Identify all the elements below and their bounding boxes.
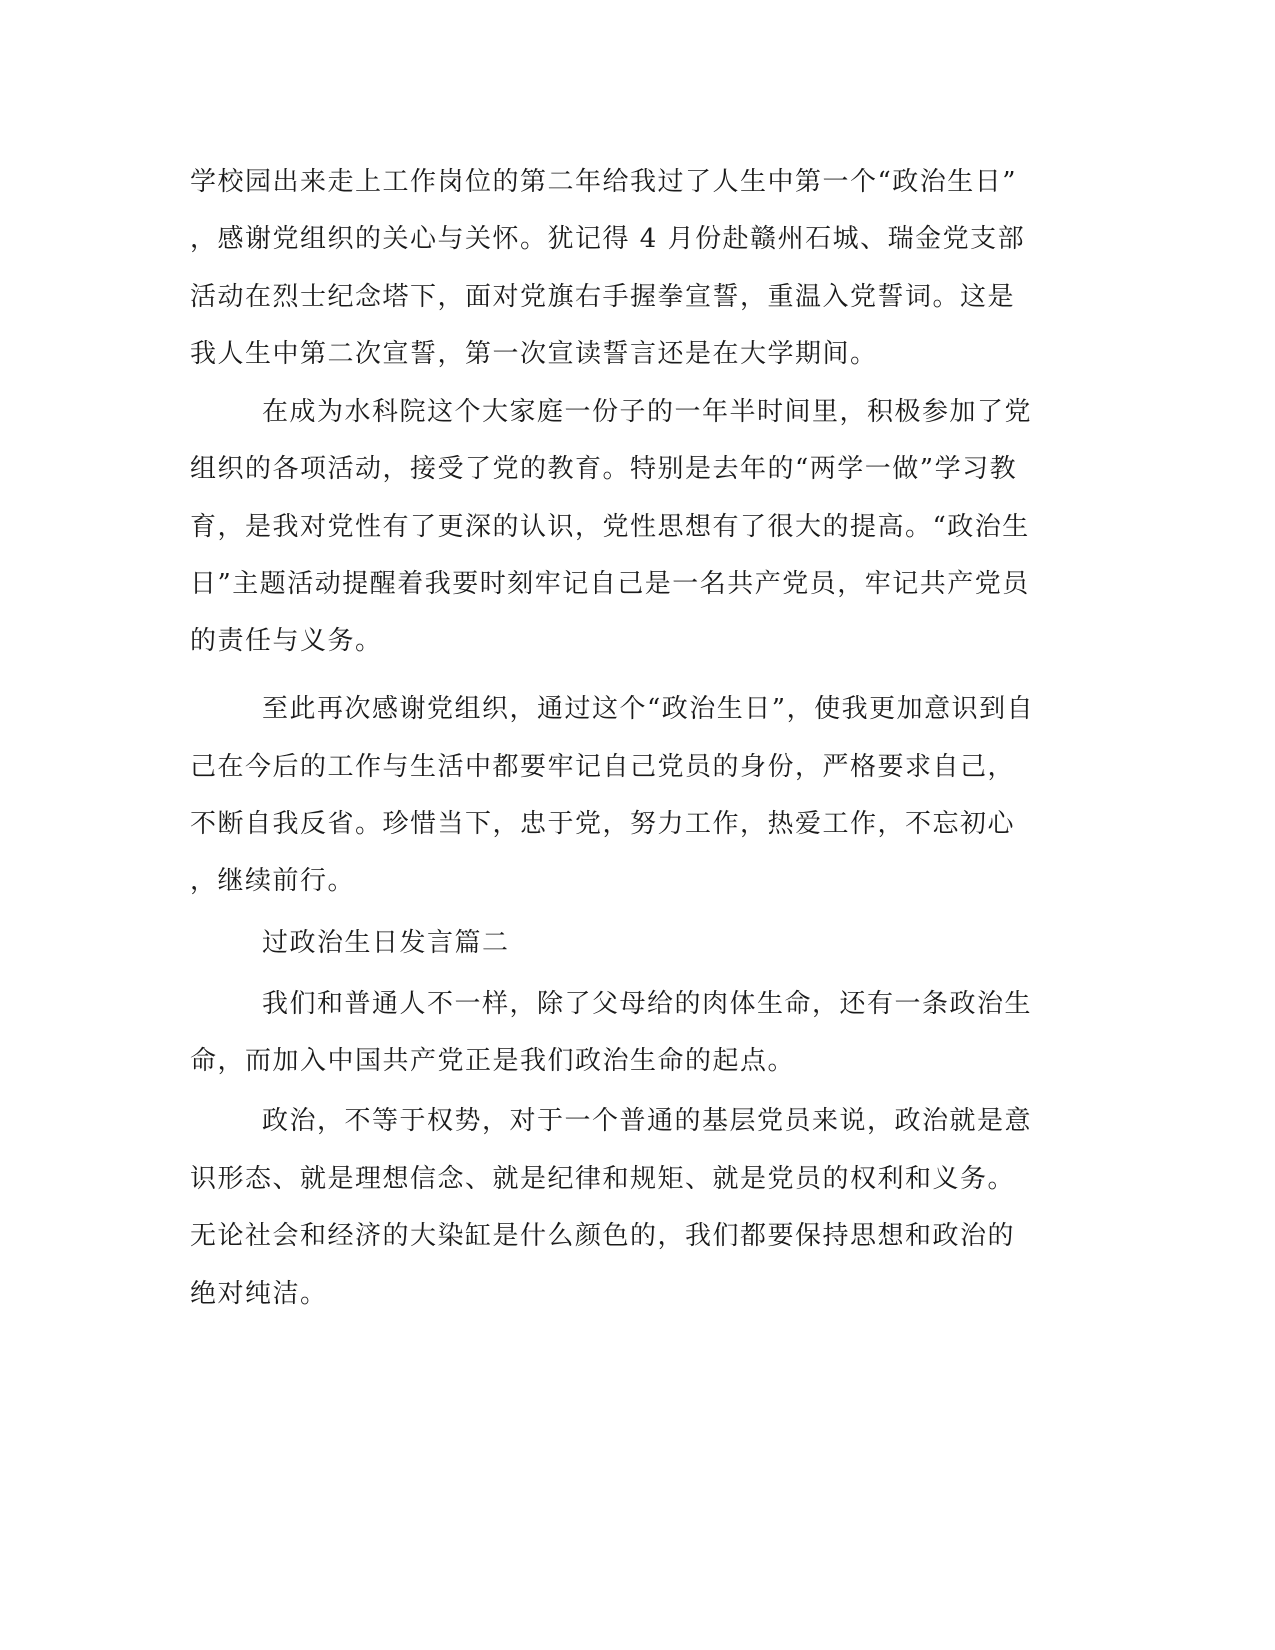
text-line: ，感谢党组织的关心与关怀。犹记得 4 月份赴赣州石城、瑞金党支部: [190, 224, 1026, 254]
text-line: 不断自我反省。珍惜当下，忠于党，努力工作，热爱工作，不忘初心: [190, 809, 1016, 839]
text-line: 绝对纯洁。: [190, 1279, 328, 1309]
text-line: 命，而加入中国共产党正是我们政治生命的起点。: [190, 1046, 796, 1076]
text-line: ，继续前行。: [190, 866, 356, 896]
text-line: 己在今后的工作与生活中都要牢记自己党员的身份，严格要求自己，: [190, 752, 1016, 782]
text-line: 识形态、就是理想信念、就是纪律和规矩、就是党员的权利和义务。: [190, 1164, 1016, 1194]
text-line: 日”主题活动提醒着我要时刻牢记自己是一名共产党员，牢记共产党员: [190, 569, 1030, 599]
paragraph-first-line: 在成为水科院这个大家庭一份子的一年半时间里，积极参加了党: [262, 397, 1033, 427]
text-line: 组织的各项活动，接受了党的教育。特别是去年的“两学一做”学习教: [190, 454, 1018, 484]
text-line: 的责任与义务。: [190, 626, 383, 656]
text-line: 学校园出来走上工作岗位的第二年给我过了人生中第一个“政治生日”: [190, 167, 1018, 197]
text-line: 我人生中第二次宣誓，第一次宣读誓言还是在大学期间。: [190, 339, 878, 369]
section-heading: 过政治生日发言篇二: [262, 928, 510, 958]
text-line: 无论社会和经济的大染缸是什么颜色的，我们都要保持思想和政治的: [190, 1221, 1016, 1251]
paragraph-first-line: 政治，不等于权势，对于一个普通的基层党员来说，政治就是意: [262, 1106, 1033, 1136]
text-line: 育，是我对党性有了更深的认识，党性思想有了很大的提高。“政治生: [190, 512, 1030, 542]
paragraph-first-line: 我们和普通人不一样，除了父母给的肉体生命，还有一条政治生: [262, 989, 1033, 1019]
paragraph-first-line: 至此再次感谢党组织，通过这个“政治生日”，使我更加意识到自: [262, 694, 1035, 724]
text-line: 活动在烈士纪念塔下，面对党旗右手握拳宣誓，重温入党誓词。这是: [190, 282, 1016, 312]
